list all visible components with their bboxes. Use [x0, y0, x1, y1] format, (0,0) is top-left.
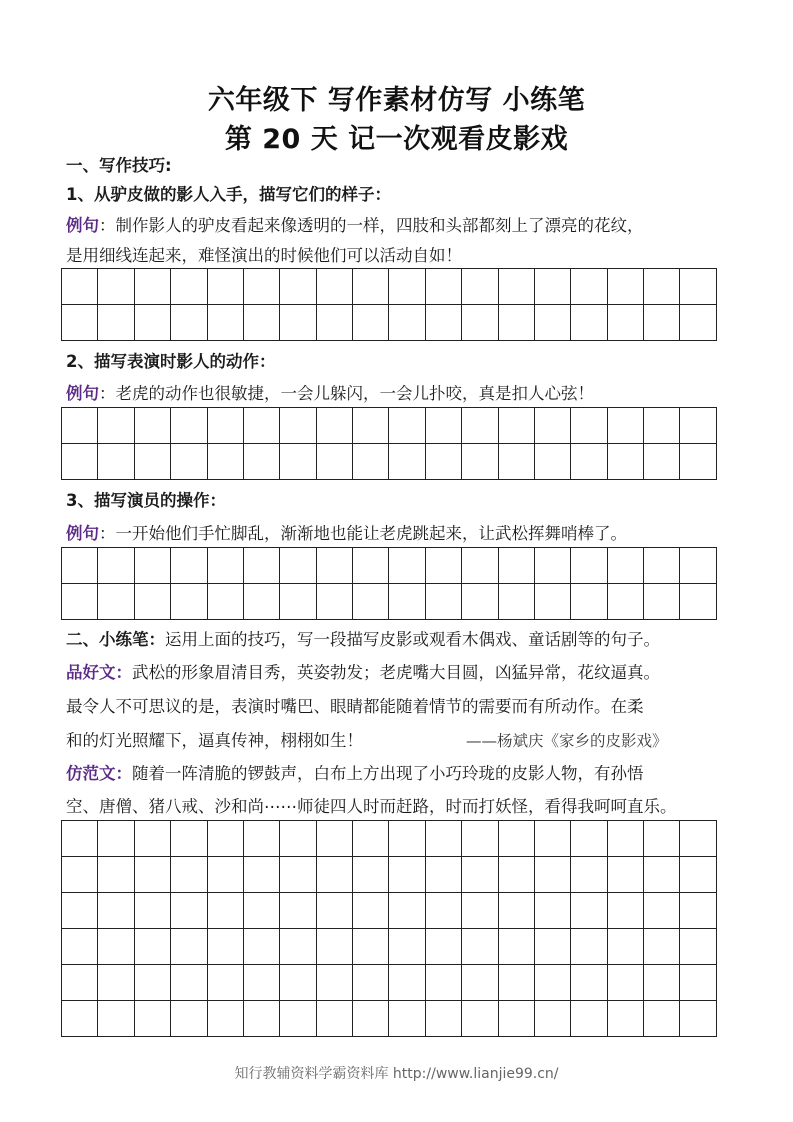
grid-cell[interactable] — [680, 407, 716, 444]
grid-cell[interactable] — [280, 305, 316, 341]
grid-cell[interactable] — [608, 820, 644, 857]
grid-cell[interactable] — [571, 893, 607, 929]
grid-cell[interactable] — [389, 929, 425, 965]
grid-cell[interactable] — [680, 929, 716, 965]
grid-cell[interactable] — [535, 547, 571, 584]
grid-cell[interactable] — [98, 820, 134, 857]
example-label: 例句 — [66, 216, 99, 235]
grid-cell[interactable] — [280, 820, 316, 857]
footer-watermark: 知行教辅资料学霸资料库 http://www.lianjie99.cn/ — [234, 1066, 559, 1082]
grid-cell[interactable] — [208, 584, 244, 620]
grid-cell[interactable] — [462, 407, 498, 444]
grid-row — [61, 857, 717, 893]
grid-cell[interactable] — [135, 893, 171, 929]
writing-grid-1[interactable] — [61, 268, 717, 341]
grid-cell[interactable] — [608, 407, 644, 444]
grid-cell[interactable] — [171, 1001, 207, 1037]
grid-cell[interactable] — [644, 584, 680, 620]
grid-cell[interactable] — [535, 305, 571, 341]
grid-cell[interactable] — [462, 1001, 498, 1037]
grid-cell[interactable] — [426, 857, 462, 893]
grid-cell[interactable] — [535, 268, 571, 305]
grid-cell[interactable] — [389, 1001, 425, 1037]
grid-cell[interactable] — [499, 305, 535, 341]
grid-cell[interactable] — [244, 444, 280, 480]
example-label: 例句 — [66, 524, 99, 543]
grid-cell[interactable] — [462, 584, 498, 620]
grid-cell[interactable] — [426, 407, 462, 444]
grid-cell[interactable] — [426, 965, 462, 1001]
example-label: 例句 — [66, 384, 99, 403]
grid-cell[interactable] — [644, 965, 680, 1001]
grid-row — [61, 820, 717, 857]
grid-cell[interactable] — [280, 584, 316, 620]
grid-cell[interactable] — [171, 547, 207, 584]
grid-cell[interactable] — [171, 268, 207, 305]
grid-cell[interactable] — [171, 407, 207, 444]
item1-example-line1 — [66, 216, 644, 236]
grid-cell[interactable] — [426, 305, 462, 341]
grid-cell[interactable] — [389, 547, 425, 584]
grid-cell[interactable] — [98, 929, 134, 965]
section2-heading-line — [66, 630, 660, 650]
grid-cell[interactable] — [244, 1001, 280, 1037]
grid-cell[interactable] — [535, 893, 571, 929]
grid-cell[interactable] — [353, 1001, 389, 1037]
grid-row — [61, 965, 717, 1001]
grid-cell[interactable] — [244, 929, 280, 965]
grid-cell[interactable] — [535, 407, 571, 444]
grid-cell[interactable] — [644, 857, 680, 893]
example-text: ：一开始他们手忙脚乱，渐渐地也能让老虎跳起来，让武松挥舞哨棒了。 — [99, 524, 627, 543]
grid-cell[interactable] — [608, 1001, 644, 1037]
grid-cell[interactable] — [62, 893, 98, 929]
grid-cell[interactable] — [608, 893, 644, 929]
grid-cell[interactable] — [499, 1001, 535, 1037]
grid-cell[interactable] — [317, 547, 353, 584]
grid-cell[interactable] — [280, 857, 316, 893]
grid-cell[interactable] — [98, 444, 134, 480]
grid-cell[interactable] — [389, 893, 425, 929]
grid-cell[interactable] — [317, 584, 353, 620]
grid-row — [61, 407, 717, 444]
grid-row — [61, 268, 717, 305]
grid-cell[interactable] — [280, 268, 316, 305]
grid-cell[interactable] — [571, 1001, 607, 1037]
grid-cell[interactable] — [535, 1001, 571, 1037]
grid-cell[interactable] — [353, 929, 389, 965]
grid-cell[interactable] — [353, 584, 389, 620]
good-text-line1 — [66, 663, 660, 683]
page-title: 六年级下 写作素材仿写 小练笔 — [207, 85, 586, 116]
grid-cell[interactable] — [426, 268, 462, 305]
grid-cell[interactable] — [135, 929, 171, 965]
grid-cell[interactable] — [135, 820, 171, 857]
grid-cell[interactable] — [62, 268, 98, 305]
grid-cell[interactable] — [644, 407, 680, 444]
grid-cell[interactable] — [135, 407, 171, 444]
grid-cell[interactable] — [535, 929, 571, 965]
grid-cell[interactable] — [680, 444, 716, 480]
grid-cell[interactable] — [426, 929, 462, 965]
grid-cell[interactable] — [98, 268, 134, 305]
grid-cell[interactable] — [208, 407, 244, 444]
grid-cell[interactable] — [353, 444, 389, 480]
grid-cell[interactable] — [499, 407, 535, 444]
grid-cell[interactable] — [280, 893, 316, 929]
grid-cell[interactable] — [499, 820, 535, 857]
grid-cell[interactable] — [389, 407, 425, 444]
grid-cell[interactable] — [208, 929, 244, 965]
grid-cell[interactable] — [280, 407, 316, 444]
grid-cell[interactable] — [389, 268, 425, 305]
grid-cell[interactable] — [644, 305, 680, 341]
grid-cell[interactable] — [680, 857, 716, 893]
grid-cell[interactable] — [244, 857, 280, 893]
grid-row — [61, 444, 717, 480]
grid-cell[interactable] — [317, 407, 353, 444]
grid-cell[interactable] — [62, 305, 98, 341]
grid-cell[interactable] — [499, 584, 535, 620]
grid-cell[interactable] — [680, 820, 716, 857]
grid-cell[interactable] — [353, 547, 389, 584]
imitation-line2: 空、唐僧、猪八戒、沙和尚⋯⋯师徒四人时而赶路，时而打妖怪，看得我呵呵直乐。 — [66, 797, 677, 816]
item3-example-line1 — [66, 524, 627, 544]
grid-cell[interactable] — [135, 857, 171, 893]
item1-heading: 1、从驴皮做的影人入手，描写它们的样子： — [66, 185, 391, 204]
example-text: ：老虎的动作也很敏捷，一会儿躲闪，一会儿扑咬，真是扣人心弦！ — [99, 384, 594, 403]
grid-cell[interactable] — [462, 547, 498, 584]
grid-row — [61, 929, 717, 965]
grid-cell[interactable] — [135, 584, 171, 620]
grid-cell[interactable] — [571, 407, 607, 444]
grid-cell[interactable] — [171, 893, 207, 929]
grid-cell[interactable] — [98, 893, 134, 929]
item2-example-line1 — [66, 384, 594, 404]
grid-cell[interactable] — [244, 584, 280, 620]
grid-cell[interactable] — [644, 547, 680, 584]
grid-cell[interactable] — [389, 857, 425, 893]
grid-cell[interactable] — [499, 929, 535, 965]
grid-cell[interactable] — [426, 820, 462, 857]
grid-cell[interactable] — [608, 444, 644, 480]
grid-cell[interactable] — [571, 547, 607, 584]
grid-cell[interactable] — [389, 965, 425, 1001]
grid-cell[interactable] — [680, 584, 716, 620]
grid-cell[interactable] — [389, 820, 425, 857]
grid-cell[interactable] — [426, 584, 462, 620]
grid-cell[interactable] — [462, 965, 498, 1001]
grid-cell[interactable] — [499, 547, 535, 584]
grid-cell[interactable] — [135, 444, 171, 480]
grid-cell[interactable] — [389, 305, 425, 341]
grid-cell[interactable] — [317, 965, 353, 1001]
grid-cell[interactable] — [171, 584, 207, 620]
grid-cell[interactable] — [426, 547, 462, 584]
grid-cell[interactable] — [462, 268, 498, 305]
grid-cell[interactable] — [171, 444, 207, 480]
grid-cell[interactable] — [135, 305, 171, 341]
example-text: ：制作影人的驴皮看起来像透明的一样，四肢和头部都刻上了漂亮的花纹， — [99, 216, 644, 235]
grid-cell[interactable] — [208, 857, 244, 893]
good-text-line2: 最令人不可思议的是，表演时嘴巴、眼睛都能随着情节的需要而有所动作。在柔 — [66, 697, 644, 716]
grid-row — [61, 547, 717, 584]
grid-cell[interactable] — [608, 584, 644, 620]
grid-cell[interactable] — [317, 1001, 353, 1037]
grid-cell[interactable] — [171, 305, 207, 341]
grid-cell[interactable] — [353, 305, 389, 341]
grid-cell[interactable] — [62, 584, 98, 620]
grid-cell[interactable] — [608, 268, 644, 305]
grid-cell[interactable] — [208, 820, 244, 857]
grid-cell[interactable] — [389, 444, 425, 480]
grid-cell[interactable] — [244, 820, 280, 857]
grid-cell[interactable] — [680, 1001, 716, 1037]
grid-cell[interactable] — [426, 1001, 462, 1037]
grid-cell[interactable] — [571, 268, 607, 305]
section2-instruction: 运用上面的技巧，写一段描写皮影或观看木偶戏、童话剧等的句子。 — [165, 630, 660, 649]
grid-cell[interactable] — [208, 1001, 244, 1037]
grid-cell[interactable] — [499, 268, 535, 305]
grid-cell[interactable] — [62, 929, 98, 965]
section1-heading: 一、写作技巧: — [66, 156, 172, 175]
grid-cell[interactable] — [62, 857, 98, 893]
grid-cell[interactable] — [608, 857, 644, 893]
grid-cell[interactable] — [426, 893, 462, 929]
grid-cell[interactable] — [462, 893, 498, 929]
grid-cell[interactable] — [62, 965, 98, 1001]
section2-heading: 二、小练笔： — [66, 630, 165, 649]
grid-cell[interactable] — [62, 407, 98, 444]
grid-cell[interactable] — [280, 547, 316, 584]
grid-row — [61, 893, 717, 929]
grid-cell[interactable] — [462, 857, 498, 893]
item2-heading: 2、描写表演时影人的动作： — [66, 352, 276, 371]
item1-example-line2: 是用细线连起来，难怪演出的时候他们可以活动自如！ — [66, 246, 462, 265]
grid-cell[interactable] — [244, 547, 280, 584]
grid-cell[interactable] — [317, 820, 353, 857]
grid-cell[interactable] — [353, 268, 389, 305]
grid-cell[interactable] — [535, 444, 571, 480]
grid-cell[interactable] — [244, 305, 280, 341]
imitation-text: 随着一阵清脆的锣鼓声，白布上方出现了小巧玲珑的皮影人物，有孙悟 — [132, 764, 644, 783]
grid-cell[interactable] — [171, 929, 207, 965]
grid-cell[interactable] — [244, 893, 280, 929]
grid-row — [61, 584, 717, 620]
good-text-line3: 和的灯光照耀下，逼真传神，栩栩如生！ — [66, 731, 363, 750]
grid-cell[interactable] — [680, 547, 716, 584]
grid-cell[interactable] — [608, 547, 644, 584]
grid-cell[interactable] — [462, 305, 498, 341]
grid-row — [61, 305, 717, 341]
grid-cell[interactable] — [571, 444, 607, 480]
grid-cell[interactable] — [244, 407, 280, 444]
grid-cell[interactable] — [171, 857, 207, 893]
grid-cell[interactable] — [571, 965, 607, 1001]
grid-cell[interactable] — [62, 444, 98, 480]
grid-cell[interactable] — [135, 965, 171, 1001]
grid-cell[interactable] — [98, 547, 134, 584]
grid-cell[interactable] — [644, 268, 680, 305]
grid-cell[interactable] — [244, 965, 280, 1001]
grid-cell[interactable] — [535, 857, 571, 893]
grid-cell[interactable] — [280, 965, 316, 1001]
grid-cell[interactable] — [98, 305, 134, 341]
grid-cell[interactable] — [644, 444, 680, 480]
grid-cell[interactable] — [353, 965, 389, 1001]
grid-cell[interactable] — [208, 965, 244, 1001]
grid-cell[interactable] — [426, 444, 462, 480]
grid-cell[interactable] — [353, 820, 389, 857]
grid-cell[interactable] — [62, 820, 98, 857]
grid-cell[interactable] — [280, 1001, 316, 1037]
grid-cell[interactable] — [499, 857, 535, 893]
grid-cell[interactable] — [171, 965, 207, 1001]
grid-cell[interactable] — [280, 929, 316, 965]
grid-cell[interactable] — [317, 929, 353, 965]
grid-cell[interactable] — [499, 965, 535, 1001]
imitation-line1 — [66, 764, 644, 784]
grid-cell[interactable] — [535, 584, 571, 620]
grid-row — [61, 1001, 717, 1037]
grid-cell[interactable] — [62, 1001, 98, 1037]
grid-cell[interactable] — [353, 407, 389, 444]
page-subtitle: 第 20 天 记一次观看皮影戏 — [224, 124, 569, 155]
grid-cell[interactable] — [280, 444, 316, 480]
grid-cell[interactable] — [98, 1001, 134, 1037]
grid-cell[interactable] — [608, 305, 644, 341]
grid-cell[interactable] — [608, 965, 644, 1001]
grid-cell[interactable] — [208, 547, 244, 584]
grid-cell[interactable] — [608, 929, 644, 965]
grid-cell[interactable] — [353, 893, 389, 929]
grid-cell[interactable] — [62, 547, 98, 584]
grid-cell[interactable] — [208, 444, 244, 480]
grid-cell[interactable] — [135, 1001, 171, 1037]
grid-cell[interactable] — [98, 857, 134, 893]
grid-cell[interactable] — [499, 444, 535, 480]
grid-cell[interactable] — [208, 305, 244, 341]
grid-cell[interactable] — [317, 857, 353, 893]
grid-cell[interactable] — [317, 305, 353, 341]
grid-cell[interactable] — [171, 820, 207, 857]
grid-cell[interactable] — [389, 584, 425, 620]
grid-cell[interactable] — [244, 268, 280, 305]
good-text-label: 品好文： — [66, 663, 132, 682]
grid-cell[interactable] — [135, 268, 171, 305]
grid-cell[interactable] — [644, 929, 680, 965]
grid-cell[interactable] — [98, 407, 134, 444]
grid-cell[interactable] — [462, 929, 498, 965]
writing-grid-2[interactable] — [61, 407, 717, 480]
item3-heading: 3、描写演员的操作： — [66, 491, 226, 510]
grid-cell[interactable] — [680, 893, 716, 929]
grid-cell[interactable] — [571, 305, 607, 341]
grid-cell[interactable] — [535, 965, 571, 1001]
grid-cell[interactable] — [644, 1001, 680, 1037]
grid-cell[interactable] — [680, 965, 716, 1001]
grid-cell[interactable] — [644, 893, 680, 929]
grid-cell[interactable] — [208, 893, 244, 929]
grid-cell[interactable] — [317, 444, 353, 480]
writing-grid-4[interactable] — [61, 820, 717, 1037]
grid-cell[interactable] — [135, 547, 171, 584]
grid-cell[interactable] — [317, 893, 353, 929]
grid-cell[interactable] — [680, 305, 716, 341]
grid-cell[interactable] — [535, 820, 571, 857]
grid-cell[interactable] — [499, 893, 535, 929]
grid-cell[interactable] — [462, 444, 498, 480]
grid-cell[interactable] — [208, 268, 244, 305]
grid-cell[interactable] — [462, 820, 498, 857]
source-citation: ——杨斌庆《家乡的皮影戏》 — [466, 732, 668, 750]
grid-cell[interactable] — [680, 268, 716, 305]
grid-cell[interactable] — [353, 857, 389, 893]
grid-cell[interactable] — [571, 584, 607, 620]
grid-cell[interactable] — [317, 268, 353, 305]
grid-cell[interactable] — [571, 857, 607, 893]
good-text: 武松的形象眉清目秀，英姿勃发；老虎嘴大目圆，凶猛异常，花纹逼真。 — [132, 663, 660, 682]
grid-cell[interactable] — [571, 929, 607, 965]
grid-cell[interactable] — [98, 584, 134, 620]
grid-cell[interactable] — [571, 820, 607, 857]
grid-cell[interactable] — [644, 820, 680, 857]
writing-grid-3[interactable] — [61, 547, 717, 620]
grid-cell[interactable] — [98, 965, 134, 1001]
imitation-label: 仿范文： — [66, 764, 132, 783]
